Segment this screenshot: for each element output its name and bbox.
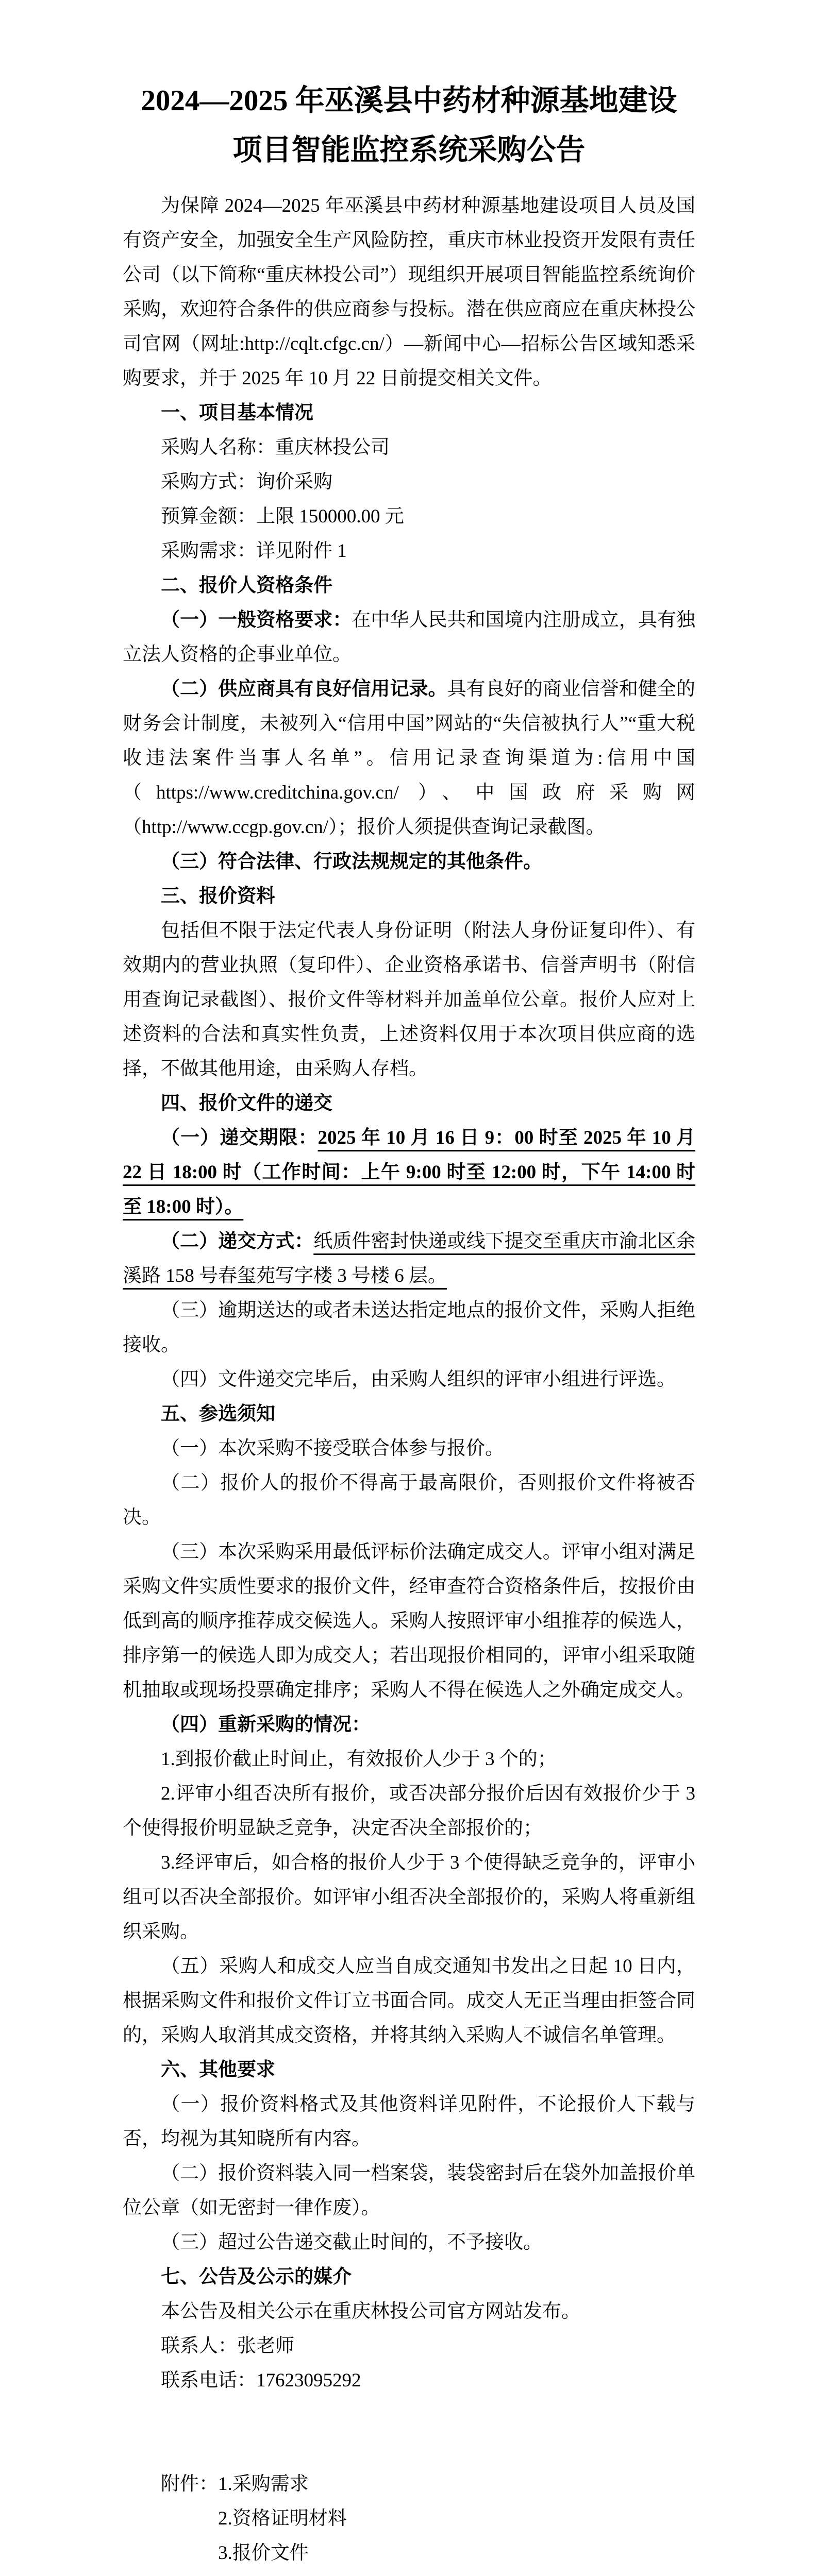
- section-5-item-4-sub-3: 3.经评审后，如合格的报价人少于 3 个使得缺乏竞争的，评审小组可以否决全部报价。如评审小组否决全部报价的，采购人将重新组织采购。: [123, 1852, 695, 1942]
- attachment-item-2: 2.资格证明材料: [218, 2508, 347, 2529]
- section-4-heading: 四、报价文件的递交: [161, 1093, 332, 1114]
- page-title-line-1: 2024—2025 年巫溪县中药材种源基地建设: [141, 84, 677, 117]
- section-4-item-1-deadline-text: 2025 年 10 月 16 日 9：00 时至 2025 年 10 月 22 日 18:00 时（工作时间：上午 9:00 时至 12:00 时，下午 14:00 时至 18:00 时）。: [123, 1127, 696, 1217]
- section-3-body: 包括但不限于法定代表人身份证明（附法人身份证复印件）、有效期内的营业执照（复印件）、企业资格承诺书、信誉声明书（附信用查询记录截图）、报价文件等材料并加盖单位公章。报价人应对上述资料的合法和真实性负责，上述资料仅用于本次项目供应商的选择，不做其他用途，由采购人存档。: [123, 920, 695, 1079]
- page-title: [123, 76, 695, 175]
- section-5-item-5: （五）采购人和成交人应当自成交通知书发出之日起 10 日内，根据采购文件和报价文件订立书面合同。成交人无正当理由拒签合同的，采购人取消其成交资格，并将其纳入采购人不诚信名单管理。: [123, 1956, 695, 2046]
- section-5-item-1: （一）本次采购不接受联合体参与报价。: [161, 1438, 504, 1459]
- section-2-item-1: [123, 603, 695, 672]
- section-4-item-2-address-text: 纸质件密封快递或线下提交至重庆市渝北区余溪路 158 号春玺苑写字楼 3 号楼 6 层。: [123, 1231, 695, 1286]
- section-5-heading: 五、参选须知: [161, 1403, 275, 1425]
- section-2-item-1-lead: （一）一般资格要求：: [161, 609, 352, 631]
- contact-phone-line: 联系电话：17623095292: [161, 2370, 361, 2391]
- section-4-item-3: （三）逾期送达的或者未送达指定地点的报价文件，采购人拒绝接收。: [123, 1300, 695, 1355]
- section-4-item-1-lead: （一）递交期限：: [161, 1127, 318, 1148]
- section-5-item-4-sub-2: 2.评审小组否决所有报价，或否决部分报价后因有效报价少于 3 个使得报价明显缺乏竞争，决定否决全部报价的；: [123, 1783, 695, 1839]
- section-2-item-2-text: 具有良好的商业信誉和健全的财务会计制度，未被列入“信用中国”网站的“失信被执行人”“重大税收违法案件当事人名单”。信用记录查询渠道为:信用中国（https://www.creditchina.gov.cn/ ）、中国政府采购网（http://www.ccgp.gov.cn/）；报价人须提供查询记录截图。: [123, 679, 696, 838]
- section-6-item-3: （三）超过公告递交截止时间的，不予接收。: [161, 2232, 542, 2253]
- procurement-method-line: 采购方式：询价采购: [161, 471, 332, 493]
- procurement-requirement-line: 采购需求：详见附件 1: [161, 540, 347, 562]
- buyer-name-line: 采购人名称：重庆林投公司: [161, 437, 390, 458]
- section-5-item-2: （二）报价人的报价不得高于最高限价，否则报价文件将被否决。: [123, 1472, 695, 1528]
- section-2-item-1-text: 在中华人民共和国境内注册成立，具有独立法人资格的企事业单位。: [123, 609, 696, 665]
- section-4-item-4: （四）文件递交完毕后，由采购人组织的评审小组进行评选。: [161, 1369, 676, 1390]
- section-7-heading: 七、公告及公示的媒介: [161, 2266, 352, 2287]
- attachment-item-1: 1.采购需求: [218, 2473, 309, 2495]
- section-6-item-1: （一）报价资料格式及其他资料详见附件，不论报价人下载与否，均视为其知晓所有内容。: [123, 2094, 695, 2149]
- budget-amount-line: 预算金额：上限 150000.00 元: [161, 506, 404, 527]
- section-4-item-2-lead: （二）递交方式：: [161, 1231, 314, 1252]
- attachments-line-1: [123, 2467, 695, 2501]
- section-6-item-2: （二）报价资料装入同一档案袋，装袋密封后在袋外加盖报价单位公章（如无密封一律作废）。: [123, 2163, 695, 2218]
- contact-name-line: 联系人：张老师: [161, 2335, 294, 2357]
- section-5-item-4-sub-1: 1.到报价截止时间止，有效报价人少于 3 个的；: [161, 1749, 557, 1770]
- attachment-item-3: 3.报价文件: [218, 2543, 309, 2564]
- section-1-heading: 一、项目基本情况: [161, 402, 313, 423]
- section-3-heading: 三、报价资料: [161, 886, 275, 907]
- page-title-line-2: 项目智能监控系统采购公告: [232, 134, 586, 166]
- section-2-item-2: [123, 672, 695, 844]
- section-7-body: 本公告及相关公示在重庆林投公司官方网站发布。: [161, 2301, 580, 2322]
- document-body: [123, 189, 695, 2570]
- section-4-item-1: [123, 1121, 695, 1224]
- section-4-item-2: [123, 1224, 695, 1293]
- section-6-heading: 六、其他要求: [161, 2059, 275, 2080]
- section-5-item-4-lead: （四）重新采购的情况：: [161, 1714, 371, 1735]
- section-2-item-3: （三）符合法律、行政法规规定的其他条件。: [161, 851, 542, 872]
- section-2-item-2-lead: （二）供应商具有良好信用记录。: [161, 679, 447, 700]
- section-5-item-3: （三）本次采购采用最低评标价法确定成交人。评审小组对满足采购文件实质性要求的报价文件，经审查符合资格条件后，按报价由低到高的顺序推荐成交候选人。采购人按照评审小组推荐的候选人，排序第一的候选人即为成交人；若出现报价相同的，评审小组采取随机抽取或现场投票确定排序；采购人不得在候选人之外确定成交人。: [123, 1541, 695, 1701]
- intro-paragraph: 为保障 2024—2025 年巫溪县中药材种源基地建设项目人员及国有资产安全，加强安全生产风险防控，重庆市林业投资开发限有责任公司（以下简称“重庆林投公司”）现组织开展项目智能监控系统询价采购，欢迎符合条件的供应商参与投标。潜在供应商应在重庆林投公司官网（网址:http://cqlt.cfgc.cn/）—新闻中心—招标公告区域知悉采购要求，并于 2025 年 10 月 22 日前提交相关文件。: [123, 195, 695, 389]
- attachments-label: 附件：: [161, 2473, 218, 2495]
- section-2-heading: 二、报价人资格条件: [161, 575, 332, 596]
